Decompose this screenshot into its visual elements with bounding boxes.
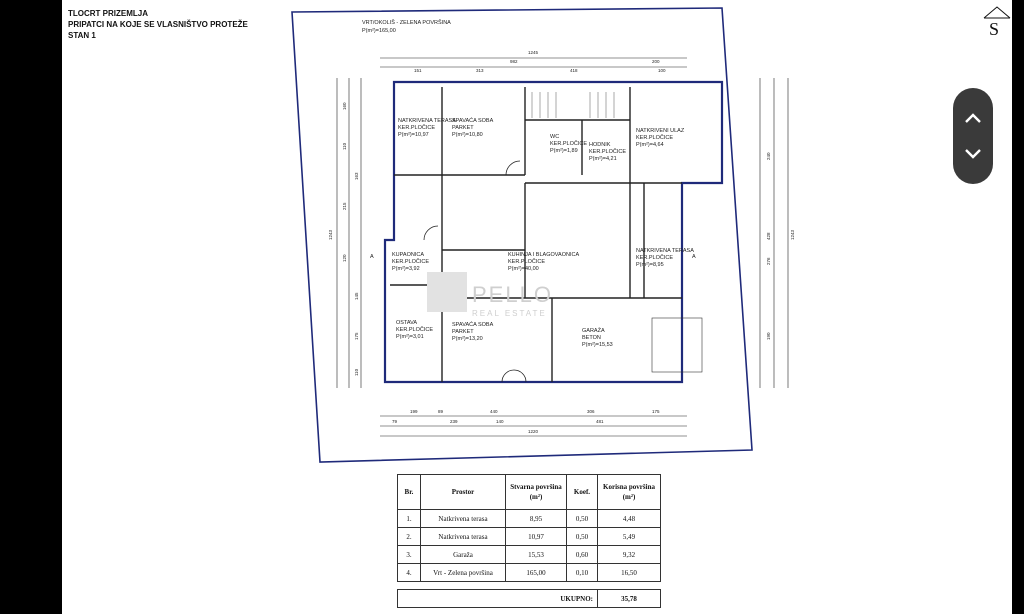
table-row xyxy=(398,510,661,528)
room-area: P(m²)=8,95 xyxy=(636,262,664,268)
dim-bottom: 481 xyxy=(596,419,604,424)
col-number: Br. xyxy=(398,475,421,510)
room-floor: PARKET xyxy=(452,125,474,131)
room-area: P(m²)=15,53 xyxy=(582,342,613,348)
cell-room: Garaža xyxy=(421,546,506,564)
dim-right: 428 xyxy=(766,232,771,240)
room-name: KUHINJA I BLAGOVAONICA xyxy=(508,252,580,258)
room-name: GARAŽA xyxy=(582,328,605,334)
dim-left: 163 xyxy=(354,172,359,180)
room-floor: KER.PLOČICE xyxy=(550,141,587,147)
cell-actual-area: 8,95 xyxy=(506,510,567,528)
area-table xyxy=(397,474,661,608)
dim-right: 190 xyxy=(766,332,771,340)
col-room: Prostor xyxy=(421,475,506,510)
cell-usable-area: 9,32 xyxy=(598,546,661,564)
cell-coefficient: 0,50 xyxy=(567,528,598,546)
room-floor: KER.PLOČICE xyxy=(508,259,545,265)
room-name: SPAVAĆA SOBA xyxy=(452,118,494,124)
dim-bottom: 306 xyxy=(587,409,595,414)
dim-top: 313 xyxy=(476,68,484,73)
cell-room: Natkrivena terasa xyxy=(421,510,506,528)
dim-left: 175 xyxy=(354,332,359,340)
table-total-row xyxy=(398,590,661,608)
room-area: P(m²)=10,80 xyxy=(452,132,483,138)
room-name: NATKRIVENA TERASA xyxy=(636,248,694,254)
table-spacer xyxy=(398,582,661,590)
room-floor: KER.PLOČICE xyxy=(636,255,673,261)
dim-left: 110 xyxy=(354,368,359,376)
dim-bottom: 175 xyxy=(652,409,660,414)
drawing-title: TLOCRT PRIZEMLJA xyxy=(68,9,148,18)
room-area: P(m²)=40,00 xyxy=(508,266,539,272)
col-coefficient: Koef. xyxy=(567,475,598,510)
room-name: OSTAVA xyxy=(396,320,418,326)
dim-right: 1243 xyxy=(790,229,795,240)
room-floor: BETON xyxy=(582,335,601,341)
section-mark: A xyxy=(692,254,696,260)
dim-bottom: 239 xyxy=(450,419,458,424)
cell-number: 4. xyxy=(398,564,421,582)
dim-left: 215 xyxy=(342,202,347,210)
page-navigator xyxy=(953,88,993,184)
dim-top: 982 xyxy=(510,59,518,64)
cell-usable-area: 4,48 xyxy=(598,510,661,528)
dim-bottom: 79 xyxy=(392,419,398,424)
cell-room: Vrt - Zelena površina xyxy=(421,564,506,582)
dim-left: 110 xyxy=(342,142,347,150)
room-name: WC xyxy=(550,134,560,140)
document-page xyxy=(62,0,1012,614)
watermark: PELLO xyxy=(472,282,553,307)
cell-usable-area: 5,49 xyxy=(598,528,661,546)
dim-top: 151 xyxy=(414,68,422,73)
room-area: P(m²)=3,92 xyxy=(392,266,420,272)
table-row xyxy=(398,528,661,546)
garden-area: P(m²)=165,00 xyxy=(362,28,396,34)
building-outline xyxy=(385,82,722,382)
dim-bottom: 440 xyxy=(490,409,498,414)
dim-top: 418 xyxy=(570,68,578,73)
room-area: P(m²)=4,64 xyxy=(636,142,664,148)
drawing-subtitle: PRIPATCI NA KOJE SE VLASNIŠTVO PROTEŽE xyxy=(68,20,248,29)
room-name: NATKRIVENI ULAZ xyxy=(636,128,685,134)
room-name: NATKRIVENA TERASA xyxy=(398,118,456,124)
cell-coefficient: 0,60 xyxy=(567,546,598,564)
dim-bottom: 140 xyxy=(496,419,504,424)
dim-right: 276 xyxy=(766,257,771,265)
room-floor: PARKET xyxy=(452,329,474,335)
section-mark: A xyxy=(370,254,374,260)
total-label: UKUPNO: xyxy=(398,590,598,608)
col-actual-area: Stvarna površina (m²) xyxy=(506,475,567,510)
room-area: P(m²)=10,97 xyxy=(398,132,429,138)
table-total-row xyxy=(398,582,661,590)
cell-actual-area: 165,00 xyxy=(506,564,567,582)
room-area: P(m²)=1,89 xyxy=(550,148,578,154)
dim-bottom: 89 xyxy=(438,409,444,414)
dim-left: 120 xyxy=(342,254,347,262)
cell-coefficient: 0,50 xyxy=(567,510,598,528)
total-value: 35,78 xyxy=(598,590,661,608)
cell-actual-area: 10,97 xyxy=(506,528,567,546)
dim-bottom: 199 xyxy=(410,409,418,414)
cell-number: 3. xyxy=(398,546,421,564)
dim-left: 160 xyxy=(342,102,347,110)
cell-number: 1. xyxy=(398,510,421,528)
room-area: P(m²)=3,01 xyxy=(396,334,424,340)
room-name: HODNIK xyxy=(589,142,611,148)
room-name: KUPAONICA xyxy=(392,252,424,258)
room-area: P(m²)=4,21 xyxy=(589,156,617,162)
chevron-down-icon[interactable] xyxy=(953,130,993,178)
room-floor: KER.PLOČICE xyxy=(636,135,673,141)
table-row xyxy=(398,546,661,564)
col-usable-area: Korisna površina (m²) xyxy=(598,475,661,510)
dim-top: 100 xyxy=(658,68,666,73)
watermark-sub: REAL ESTATE xyxy=(472,309,547,318)
table-row xyxy=(398,564,661,582)
dim-left: 1243 xyxy=(328,229,333,240)
north-label: S xyxy=(989,19,1000,39)
dim-right: 240 xyxy=(766,152,771,160)
room-area: P(m²)=13,20 xyxy=(452,336,483,342)
room-floor: KER.PLOČICE xyxy=(589,149,626,155)
drawing-unit: STAN 1 xyxy=(68,31,96,40)
dim-left: 145 xyxy=(354,292,359,300)
room-floor: KER.PLOČICE xyxy=(392,259,429,265)
dim-top: 200 xyxy=(652,59,660,64)
cell-coefficient: 0,10 xyxy=(567,564,598,582)
table-header-row xyxy=(398,475,661,510)
room-floor: KER.PLOČICE xyxy=(396,327,433,333)
dim-bottom: 1220 xyxy=(528,429,539,434)
dim-top: 1245 xyxy=(528,50,539,55)
cell-usable-area: 16,50 xyxy=(598,564,661,582)
cell-room: Natkrivena terasa xyxy=(421,528,506,546)
room-floor: KER.PLOČICE xyxy=(398,125,435,131)
garden-label: VRT/OKOLIŠ - ZELENA POVRŠINA xyxy=(362,20,451,26)
floor-plan xyxy=(62,0,1012,470)
room-name: SPAVAĆA SOBA xyxy=(452,322,494,328)
cell-actual-area: 15,53 xyxy=(506,546,567,564)
cell-number: 2. xyxy=(398,528,421,546)
